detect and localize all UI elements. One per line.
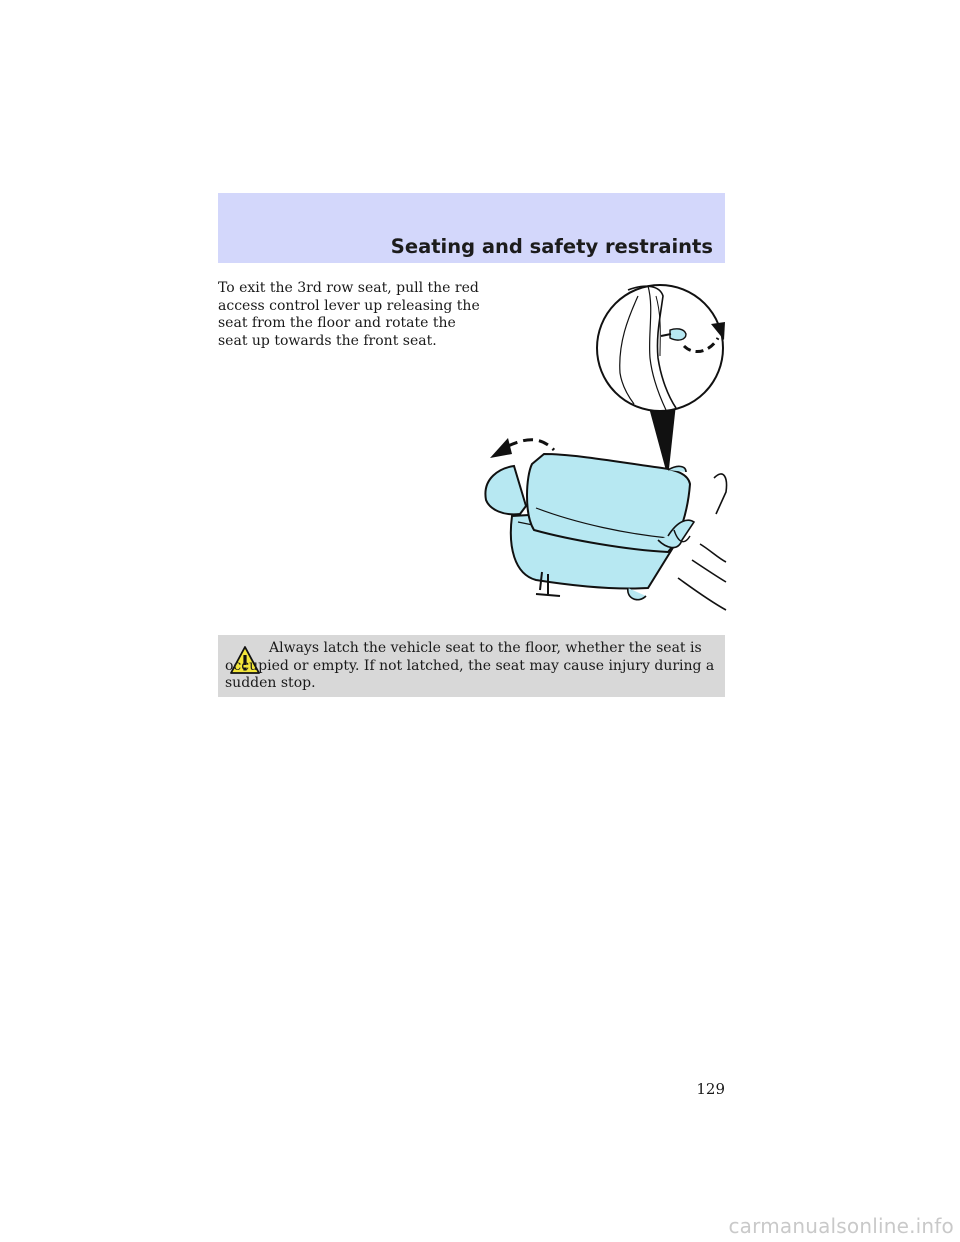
seat-folding-illustration — [478, 278, 728, 618]
site-watermark[interactable]: carmanualsonline.info — [728, 1214, 954, 1238]
magnified-lever-detail — [597, 285, 725, 411]
folded-seat-drawing — [485, 454, 726, 610]
page-number: 129 — [696, 1080, 725, 1098]
warning-box — [218, 635, 725, 697]
warning-text: Always latch the vehicle seat to the floor, whether the seat is occupied or empty. If not latched, the seat may cause injury during a sudden stop. — [225, 640, 715, 691]
section-header-band — [218, 193, 725, 263]
section-title: Seating and safety restraints — [390, 235, 713, 258]
instruction-paragraph: To exit the 3rd row seat, pull the red access control lever up releasing the seat from the floor and rotate the seat up towards the front seat. — [218, 280, 480, 349]
